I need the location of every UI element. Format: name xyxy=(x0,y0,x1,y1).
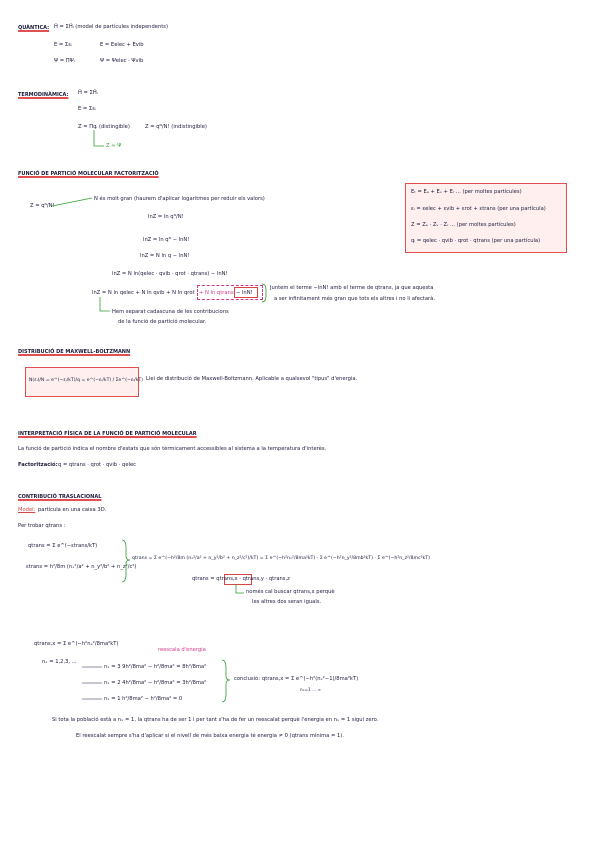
funcio-box-line3: Z = Zₑ · Zᵥ · Zᵣ ... (per moltes partícules) xyxy=(411,222,516,228)
termo-z-distingible: Z = Πqᵢ (distingible) xyxy=(78,124,130,130)
traslacional-qtrans-prod: qtrans = qtrans,x · qtrans,y · qtrans,z xyxy=(192,576,290,582)
traslacional-nx-values: nₓ = 1,2,3, ... xyxy=(42,659,77,665)
traslacional-model-label: Model: xyxy=(18,507,36,513)
traslacional-note-only2: les altres dos seran iguals. xyxy=(252,599,322,605)
traslacional-brace xyxy=(122,540,130,582)
funcio-note-join2: a ser infinitament més gran que tots els altres i no li afectarà. xyxy=(274,296,435,302)
funcio-ln-trans: + N ln qtrans xyxy=(199,290,234,296)
traslacional-sum-limits: nₓ=1 … ∞ xyxy=(300,687,322,692)
traslacional-row-n1: nₓ = 1 h²/8ma² − h²/8ma² = 0 xyxy=(104,696,183,702)
traslacional-final1: Si tota la població està a nₓ = 1, la qtrans ha de ser 1 i per tant s'ha de fer un reescalat perquè l'energia en nₓ = 1 sigui zero. xyxy=(52,717,379,723)
funcio-box-line4: qᵢ = qelec · qvib · qrot · qtrans (per una partícula) xyxy=(411,238,541,244)
quantica-heading: QUÀNTICA: xyxy=(18,25,50,31)
quantica-energy: E = Σεᵢ xyxy=(54,42,72,48)
quantica-energy-sum: E = Eelec + Evib xyxy=(100,42,144,48)
traslacional-qtrans-big: qtrans = Σ e^(−h²/8m (nₓ²/a² + n_y²/b² + n_z²/c²)/kT) = Σ e^(−h²nₓ²/8ma²kT) · Σ e^(−h²n_y²/8mb²kT) · Σ e^(−h²n_z²/8mc²kT) xyxy=(132,556,430,561)
funcio-ln-step5: lnZ = N ln qelec + N ln qvib + N ln qrot xyxy=(92,290,195,296)
funcio-ln-step2: lnZ = ln qᴺ − lnN! xyxy=(143,237,190,243)
boltzmann-formula: N(εᵢ)/N = e^(−εᵢ/kT)/q = e^(−εᵢ/kT) / Σe^(−εᵢ/kT) xyxy=(29,378,143,383)
funcio-arrow-note xyxy=(52,198,92,206)
termo-heading: TERMODINÀMICA: xyxy=(18,92,69,98)
interpretacio-heading: INTERPRETACIÓ FÍSICA DE LA FUNCIÓ DE PARTICIÓ MOLECULAR xyxy=(18,431,197,437)
traslacional-row-n2: nₓ = 2 4h²/8ma² − h²/8ma² = 3h²/8ma² xyxy=(104,680,207,686)
traslacional-note-only: només cal buscar qtrans,x perquè xyxy=(246,589,335,595)
funcio-arrow-sep xyxy=(100,297,110,311)
traslacional-reescala-label: reescala d'energia xyxy=(158,647,206,653)
traslacional-heading: CONTRIBUCIÓ TRASLACIONAL xyxy=(18,494,102,500)
boltzmann-note: Llei de distribució de Maxwell-Boltzmann. Aplicable a qualsevol "tipus" d'energia. xyxy=(146,376,358,382)
traslacional-conclusio: qtrans,x = Σ e^(−h²(nₓ²−1)/8ma²kT) xyxy=(262,676,359,682)
traslacional-arrow-note xyxy=(236,584,244,593)
quantica-wavefunction-prod: Ψ = Ψelec · Ψvib xyxy=(100,58,144,64)
quantica-wavefunction: Ψ = ΠΨᵢ xyxy=(54,58,75,64)
interpretacio-fact: q = qtrans · qrot · qvib · qelec xyxy=(58,462,136,468)
funcio-note-join: Juntem el terme −lnN! amb el terme de qtrans, ja que aquesta xyxy=(270,285,434,291)
funcio-note-sep: Hem separat cadascuna de les contribucions xyxy=(112,309,229,315)
termo-hamiltonian: Ĥ = ΣĤᵢ xyxy=(78,90,98,96)
interpretacio-fact-label: Factorització: xyxy=(18,462,58,468)
termo-z-psi: Z ≈ Ψ xyxy=(106,143,122,149)
funcio-note-sep2: de la funció de partició molecular. xyxy=(118,319,207,325)
interpretacio-line1: La funció de partició indica el nombre d'estats que són tèrmicament accessibles al sistema a la temperatura d'interès. xyxy=(18,446,327,452)
funcio-ln-step3: lnZ = N ln q − lnN! xyxy=(140,253,190,259)
traslacional-qx-def: qtrans,x = Σ e^(−h²nₓ²/8ma²kT) xyxy=(34,641,119,647)
funcio-ln-step1: lnZ = ln qᴺ/N! xyxy=(148,214,184,220)
traslacional-row-n3: nₓ = 3 9h²/8ma² − h²/8ma² = 8h²/8ma² xyxy=(104,664,207,670)
traslacional-rows-brace xyxy=(222,660,230,702)
funcio-box-line2: εᵢ = εelec + εvib + εrot + εtrans (per una partícula) xyxy=(411,206,546,212)
traslacional-etrans-def: εtrans = h²/8m (nₓ²/a² + n_y²/b² + n_z²/c²) xyxy=(26,564,137,570)
traslacional-conclusio-label: conclusió: xyxy=(234,676,260,682)
termo-energy: E = Σεᵢ xyxy=(78,106,96,112)
funcio-note-big: N és molt gran (haurem d'aplicar logaritmes per reduir els valors) xyxy=(94,196,265,202)
termo-arrow xyxy=(94,130,104,146)
termo-z-indistingible: Z = qᴺ/N! (indistingible) xyxy=(145,124,207,130)
funcio-z-def: Z = qᴺ/N! xyxy=(30,203,55,209)
funcio-ln-step4: lnZ = N ln(qelec · qvib · qrot · qtrans) − lnN! xyxy=(112,271,228,277)
quantica-hamiltonian: Ĥ = ΣĤᵢ (model de partícules independents) xyxy=(54,24,168,30)
traslacional-qtrans-def: qtrans = Σ e^(−εtrans/kT) xyxy=(28,543,98,549)
funcio-bracket xyxy=(262,284,266,302)
traslacional-per-trobar: Per trobar qtrans : xyxy=(18,523,66,529)
traslacional-final2: El reescalat sempre s'ha d'aplicar si el nivell de més baixa energia té energia ≠ 0 (qtrans mínima = 1). xyxy=(76,733,344,739)
traslacional-model: partícula en una caixa 3D. xyxy=(38,507,107,513)
funcio-ln-N: − lnN! xyxy=(236,290,253,296)
boltzmann-heading: DISTRIBUCIÓ DE MAXWELL-BOLTZMANN xyxy=(18,349,131,355)
funcio-box-line1: Eₜ = Eₑ + Eᵥ + Eᵣ ... (per moltes partícules) xyxy=(411,189,522,195)
funcio-heading: FUNCIÓ DE PARTICIÓ MOLECULAR FACTORITZACIÓ xyxy=(18,171,159,177)
